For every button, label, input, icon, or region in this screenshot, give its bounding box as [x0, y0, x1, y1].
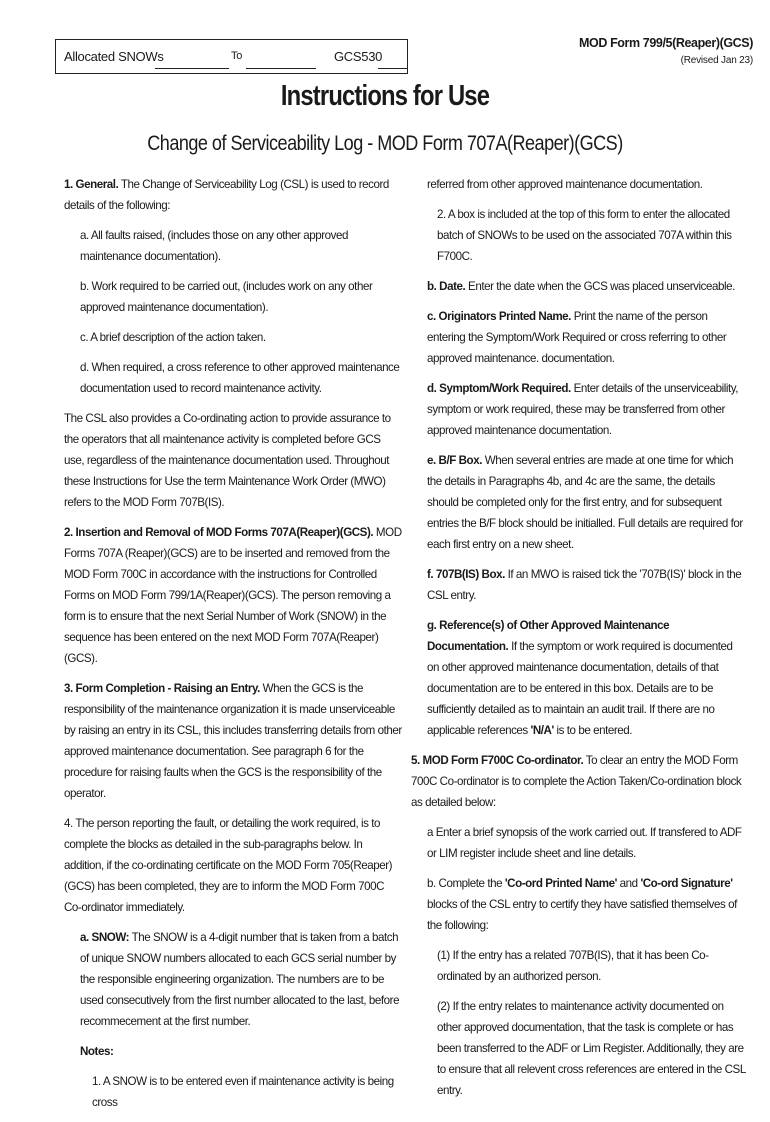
note-1: 1. A SNOW is to be entered even if maintenance activity is being cross — [92, 1075, 394, 1109]
para-5b: b. Complete the 'Co-ord Printed Name' and 'Co-ord Signature' blocks of the CSL entry to certify they have satisfied themselves of the following: — [427, 877, 737, 932]
right-column — [411, 174, 747, 1110]
para-5b-2: (2) If the entry relates to maintenance activity documented on other approved documentation, that the task is complete or has been transferred to the ADF or Lim Register. Additionally, they are to ensure that all relevent cross references are entered in the CSL entry. — [437, 1000, 746, 1097]
para-5-coordinator: 5. MOD Form F700C Co-ordinator. To clear an entry the MOD Form 700C Co-ordinator is to complete the Action Taken/Co-ordination block as detailed below: — [411, 754, 742, 809]
form-reference: MOD Form 799/5(Reaper)(GCS) — [579, 36, 753, 50]
para-2-insertion: 2. Insertion and Removal of MOD Forms 707A(Reaper)(GCS). MOD Forms 707A (Reaper)(GCS) are to be inserted and removed from the MOD Form 700C in accordance with the instructions for Controlled Forms on MOD Form 799/1A(Reaper)(GCS). The person removing a form is to ensure that the next Serial Number of Work (SNOW) in the sequence has been entered on the next MOD Form 707A(Reaper)(GCS). — [64, 526, 402, 665]
page-subtitle: Change of Serviceability Log - MOD Form 707A(Reaper)(GCS) — [147, 132, 623, 155]
para-4g-references: g. Reference(s) of Other Approved Maintenance Documentation. If the symptom or work required is documented on other approved maintenance documentation, details of that documentation are to be entered in this box. Details are to be sufficiently detailed as to maintain an audit trail. If there are no applicable references 'N/A' is to be entered. — [427, 619, 733, 737]
snow-allocation-box — [55, 39, 408, 74]
notes-heading: Notes: — [80, 1045, 114, 1058]
para-4c-originator: c. Originators Printed Name. Print the name of the person entering the Symptom/Work Required or cross referring to other approved maintenance. documentation. — [427, 310, 727, 365]
page-title: Instructions for Use — [280, 80, 490, 112]
para-4d-symptom: d. Symptom/Work Required. Enter details of the unserviceability, symptom or work required, these may be transferred from other approved maintenance documentation. — [427, 382, 738, 437]
gcs-number-field[interactable] — [378, 68, 408, 69]
para-5b-1: (1) If the entry has a related 707B(IS), that it has been Co-ordinated by an authorized person. — [437, 949, 709, 983]
para-1a: a. All faults raised, (includes those on any other approved maintenance documentation). — [80, 229, 348, 263]
para-4e-bf-box: e. B/F Box. When several entries are made at one time for which the details in Paragraphs 4b, and 4c are the same, the details should be completed only for the first entry, and for subsequent entries the B/F block should be initialled. Full details are required for each first entry on a new sheet. — [427, 454, 743, 551]
para-4: 4. The person reporting the fault, or detailing the work required, is to complete the blocks as detailed in the sub-paragraphs below. In addition, if the co-ordinating certificate on the MOD Form 705(Reaper)(GCS) has been completed, they are to inform the MOD Form 700C Co-ordinator immediately. — [64, 817, 393, 914]
para-1b: b. Work required to be carried out, (includes work on any other approved maintenance documentation). — [80, 280, 373, 314]
gcs-label: GCS530 — [334, 49, 383, 64]
revision-date: (Revised Jan 23) — [680, 55, 753, 66]
para-1-general: 1. General. The Change of Serviceability Log (CSL) is used to record details of the following: — [64, 178, 389, 212]
para-4a-snow: a. SNOW: The SNOW is a 4-digit number that is taken from a batch of unique SNOW numbers allocated to each GCS serial number by the responsible engineering organization. The numbers are to be used consecutively from the first number allocated to the last, before recommecement at the first number. — [80, 931, 400, 1028]
para-4f-707b-box: f. 707B(IS) Box. If an MWO is raised tick the '707B(IS)' block in the CSL entry. — [427, 568, 742, 602]
note-1-continued: referred from other approved maintenance documentation. — [427, 178, 703, 191]
para-3-form-completion: 3. Form Completion - Raising an Entry. When the GCS is the responsibility of the maintenance organization it is made unserviceable by raising an entry in its CSL, this includes transferring details from other approved maintenance documentation. See paragraph 6 for the procedure for raising faults when the GCS is the responsibility of the operator. — [64, 682, 402, 800]
to-label: To — [231, 50, 243, 62]
para-1d: d. When required, a cross reference to other approved maintenance documentation used to record maintenance activity. — [80, 361, 400, 395]
para-1c: c. A brief description of the action taken. — [80, 331, 266, 344]
para-5a: a Enter a brief synopsis of the work carried out. If transfered to ADF or LIM register include sheet and line details. — [427, 826, 742, 860]
para-csl-coordination: The CSL also provides a Co-ordinating action to provide assurance to the operators that all maintenance activity is completed before GCS use, regardless of the maintenance documentation used. Throughout these Instructions for Use the term Maintenance Work Order (MWO) refers to the MOD Form 707B(IS). — [64, 412, 391, 509]
note-2: 2. A box is included at the top of this form to enter the allocated batch of SNOWs to be used on the associated 707A within this F700C. — [437, 208, 732, 263]
allocated-snows-label: Allocated SNOWs — [64, 49, 164, 64]
para-4b-date: b. Date. Enter the date when the GCS was placed unserviceable. — [427, 280, 735, 293]
snow-start-field[interactable] — [155, 68, 229, 69]
left-column — [64, 174, 402, 1122]
snow-end-field[interactable] — [246, 68, 316, 69]
